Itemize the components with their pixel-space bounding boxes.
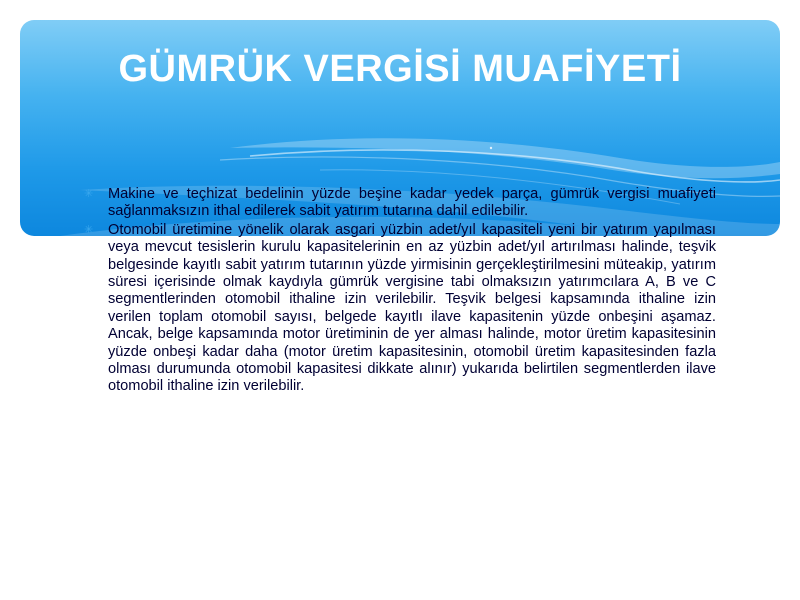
asterisk-bullet-icon: ✳	[84, 223, 94, 236]
bullet-text: Makine ve teçhizat bedelinin yüzde beşine kadar yedek parça, gümrük vergisi muafiyeti sağlanmaksızın ithal edilerek sabit yatırım tutarına dahil edilebilir.	[108, 186, 716, 220]
slide-title: GÜMRÜK VERGİSİ MUAFİYETİ	[118, 48, 682, 90]
bullet-text: Otomobil üretimine yönelik olarak asgari yüzbin adet/yıl kapasiteli yeni bir yatırım yapılması veya mevcut tesislerin kurulu kapasitelerinin en az yüzbin adet/yıl artırılması halinde, teşvik belgesinde kayıtlı sabit yatırım tutarının yüzde yirmisinin gerçekleştirilmesini müteakip, yatırım süresi içerisinde olmak kaydıyla gümrük vergisine tabi olmaksızın yatırımcılara A, B ve C segmentlerinden otomobil ithaline izin verilebilir. Teşvik belgesi kapsamında ithaline izin verilen toplam otomobil sayısı, belgede kayıtlı ilave kapasitenin yüzde onbeşini aşamaz. Ancak, belge kapsamında motor üretiminin de yer alması halinde, motor üretim kapasitesinin yüzde onbeşi kadar daha (motor üretim kapasitesinin, otomobil üretim kapasitesinden fazla olması durumunda otomobil kapasitesi dikkate alınır) yukarıda belirtilen segmentlerden ilave otomobil ithaline izin verilebilir.	[108, 221, 716, 395]
asterisk-bullet-icon: ✳	[84, 188, 94, 200]
bullet-list	[84, 186, 716, 397]
bullet-item	[84, 186, 716, 221]
bullet-item	[84, 222, 716, 396]
